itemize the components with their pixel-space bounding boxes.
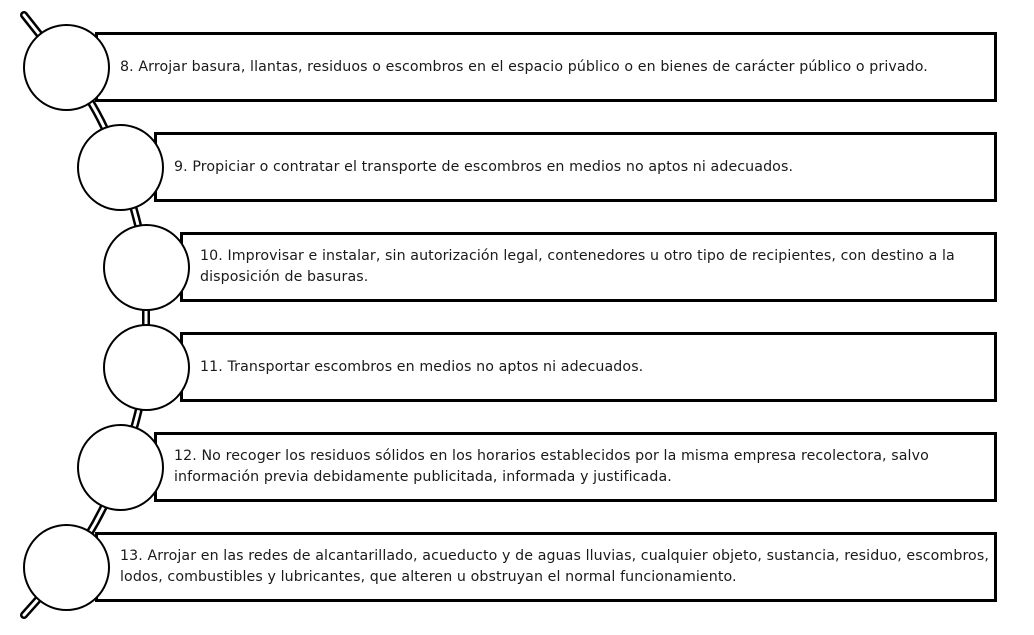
list-item-13-circle bbox=[23, 524, 110, 611]
list-item-9-circle bbox=[77, 124, 164, 211]
list-item-8-text: 8. Arrojar basura, llantas, residuos o escombros en el espacio público o en bienes de carácter público o privado. bbox=[120, 58, 928, 75]
list-item-8-box bbox=[95, 32, 997, 102]
list-item-11-circle bbox=[103, 324, 190, 411]
list-item-9-text: 9. Propiciar o contratar el transporte de escombros en medios no aptos ni adecuados. bbox=[174, 158, 794, 175]
list-item-10-circle bbox=[103, 224, 190, 311]
list-item-10-text: 10. Improvisar e instalar, sin autorización legal, contenedores u otro tipo de recipientes, con destino a la disposición de basuras. bbox=[200, 248, 955, 285]
list-item-13-text: 13. Arrojar en las redes de alcantarillado, acueducto y de aguas lluvias, cualquier objeto, sustancia, residuo, escombros, lodos, combustibles y lubricantes, que alteren u obstruyan el normal funcionamiento. bbox=[120, 548, 989, 585]
list-item-9-box bbox=[154, 132, 997, 202]
list-item-11-box bbox=[180, 332, 997, 402]
list-item-10-box bbox=[180, 232, 997, 302]
list-item-11-text: 11. Transportar escombros en medios no aptos ni adecuados. bbox=[200, 358, 644, 375]
list-item-12-text: 12. No recoger los residuos sólidos en los horarios establecidos por la misma empresa recolectora, salvo información previa debidamente publicitada, informada y justificada. bbox=[174, 448, 929, 485]
list-item-13-box bbox=[95, 532, 997, 602]
list-item-12-circle bbox=[77, 424, 164, 511]
list-item-12-box bbox=[154, 432, 997, 502]
list-item-8-circle bbox=[23, 24, 110, 111]
